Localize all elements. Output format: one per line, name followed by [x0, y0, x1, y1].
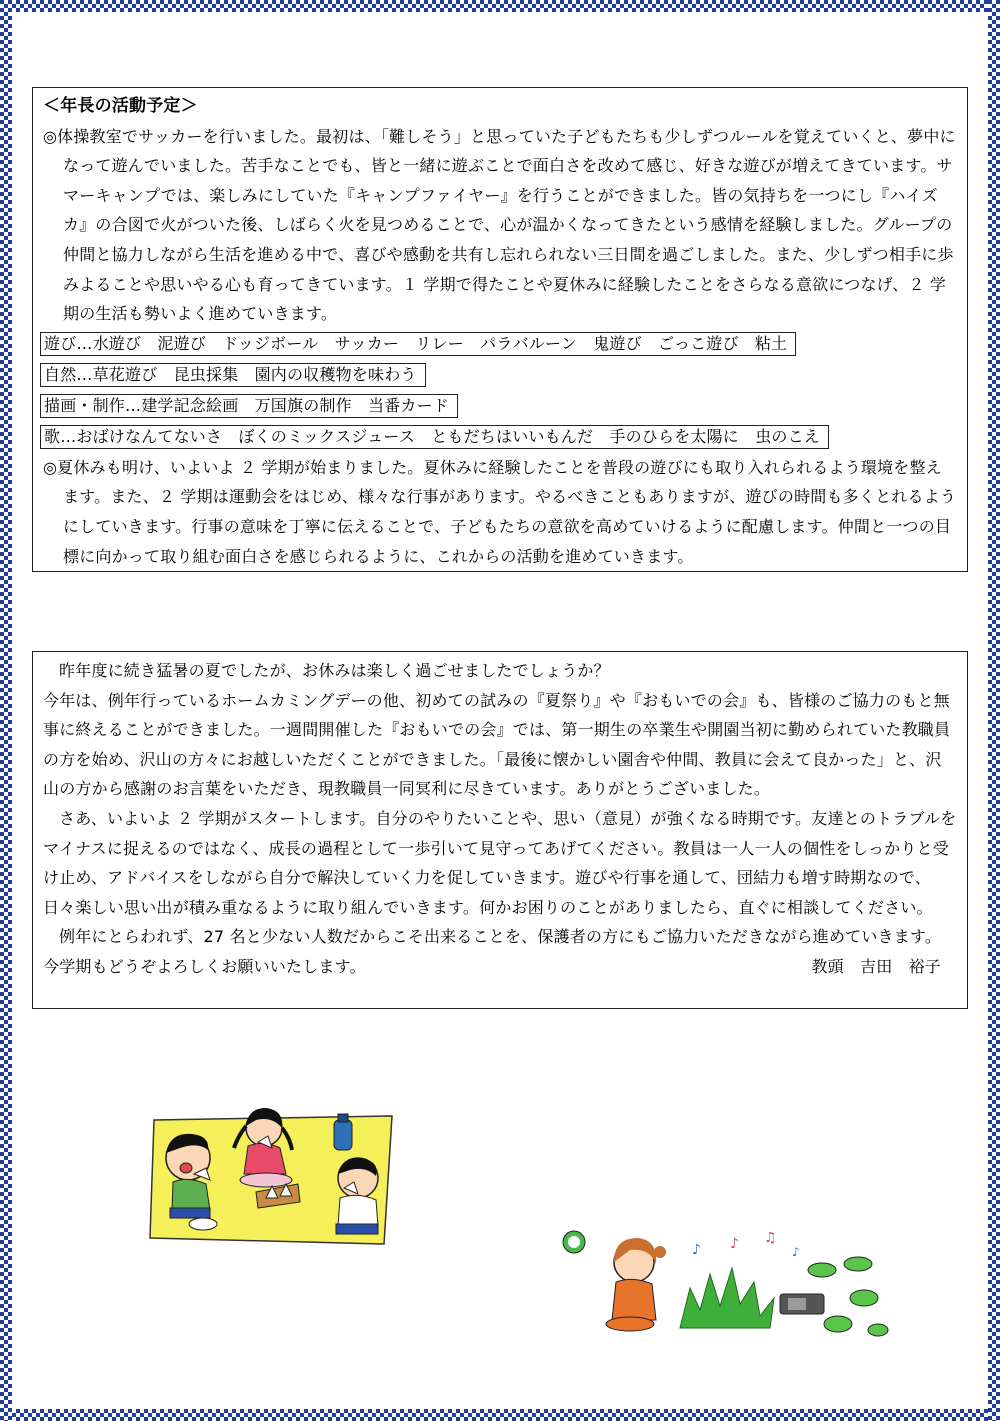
- vice-principal-message-box: [32, 651, 968, 1009]
- page-border-left: [0, 0, 12, 1421]
- activity-chip-nature: 自然…草花遊び 昆虫採集 園内の収穫物を味わう: [40, 363, 426, 387]
- message-paragraph-4-text: 例年にとらわれず、27 名と少ない人数だからこそ出来ることを、保護者の方にもご協力いただきながら進めていきます。今学期もどうぞよろしくお願いいたします。: [43, 927, 942, 976]
- message-paragraph-3: さあ、いよいよ ２ 学期がスタートします。自分のやりたいことや、思い（意見）が強くなる時期です。友達とのトラブルをマイナスに捉えるのではなく、成長の過程として一歩引いて見守ってあげてください。教員は一人一人の個性をしっかりと受け止め、アドバイスをしながら自分で解決していく力を促していきます。遊びや行事を通して、団結力も増す時期なので、日々楽しい思い出が積み重なるように取り組んでいきます。何かお困りのことがありましたら、直ぐに相談してください。: [43, 808, 957, 917]
- children-picnic-illustration: [148, 1098, 396, 1248]
- activity-outro-paragraph: ◎夏休みも明け、いよいよ ２ 学期が始まりました。夏休みに経験したことを普段の遊びにも取り入れられるよう環境を整えます。また、２ 学期は運動会をはじめ、様々な行事があります。やるべきこともありますが、遊びの時間も多くとれるようにしていきます。行事の意味を丁寧に伝えることで、子どもたちの意欲を高めていけるように配慮します。仲間と一つの目標に向かって取り組む面白さを感じられるように、これからの活動を進めていきます。: [43, 457, 957, 566]
- message-paragraph-2: 今年は、例年行っているホームカミングデーの他、初めての試みの『夏祭り』や『おもいでの会』も、皆様のご協力のもと無事に終えることができました。一週間開催した『おもいでの会』では、第一期生の卒業生や開園当初に勤められていた教職員の方を始め、沢山の方々にお越しいただくことができました。「最後に懐かしい園舎や仲間、教員に会えて良かった」と、沢山の方から感謝のお言葉をいただき、現教職員一同冥利に尽きています。ありがとうございました。: [43, 690, 951, 799]
- page-border-bottom: [0, 1409, 1000, 1421]
- message-paragraph-4: [43, 922, 957, 981]
- activity-intro-paragraph: ◎体操教室でサッカーを行いました。最初は、「難しそう」と思っていた子どもたちも少しずつルールを覚えていくと、夢中になって遊んでいました。苦手なことでも、皆と一緒に遊ぶことで面白さを改めて感じ、好きな遊びが増えてきています。サマーキャンプでは、楽しみにしていた『キャンプファイヤー』を行うことができました。皆の気持ちを一つにし『ハイズカ』の合図で火がついた後、しばらく火を見つめることで、心が温かくなってきたという感情を経験しました。グループの仲間と協力しながら生活を進める中で、喜びや感動を共有し忘れられない三日間を過ごしました。また、少しずつ相手に歩みよることや思いやる心も育ってきています。１ 学期で得たことや夏休みに経験したことをさらなる意欲につなげ、２ 学期の生活も勢いよく進めていきます。: [43, 126, 956, 324]
- child-listening-music-illustration: [560, 1228, 892, 1348]
- activity-chip-play: 遊び…水遊び 泥遊び ドッジボール サッカー リレー パラバルーン 鬼遊び ごっこ遊び 粘土: [40, 332, 796, 356]
- message-paragraph-1: 昨年度に続き猛暑の夏でしたが、お休みは楽しく過ごせましたでしょうか？: [59, 661, 610, 680]
- svg-text:♫: ♫: [764, 1230, 777, 1246]
- svg-text:♪: ♪: [730, 1236, 739, 1252]
- activity-chip-songs: 歌…おばけなんてないさ ぼくのミックスジュース ともだちはいいもんだ 手のひらを太陽に 虫のこえ: [40, 425, 829, 449]
- page-border-right: [988, 0, 1000, 1421]
- activity-heading: ＜年長の活動予定＞: [43, 96, 198, 116]
- activity-chip-drawing: 描画・制作…建学記念絵画 万国旗の制作 当番カード: [40, 394, 458, 418]
- activity-plan-box: [32, 87, 968, 572]
- svg-text:♪: ♪: [792, 1245, 800, 1259]
- page-border-top: [0, 0, 1000, 12]
- svg-text:♪: ♪: [692, 1242, 701, 1258]
- signature: 教頭 吉田 裕子: [811, 956, 941, 976]
